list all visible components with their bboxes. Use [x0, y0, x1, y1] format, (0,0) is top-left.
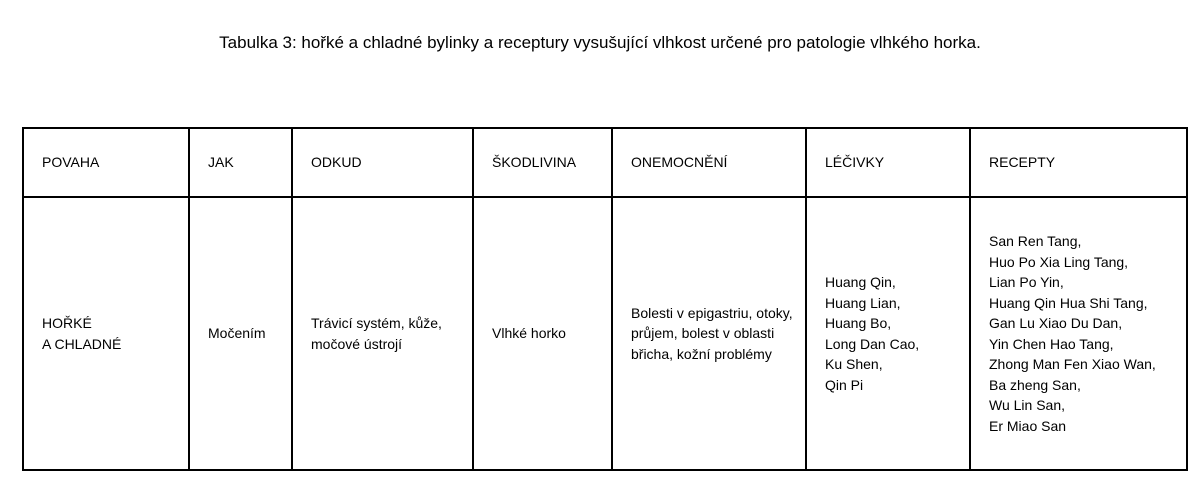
cell-line: průjem, bolest v oblasti [631, 325, 775, 342]
cell-onemocneni [612, 197, 806, 470]
table-row [23, 197, 1187, 470]
cell-line: HOŘKÉ [42, 315, 92, 331]
cell-line: Huang Bo, [825, 315, 892, 331]
herbs-table [22, 127, 1188, 471]
header-jak: JAK [189, 128, 292, 197]
cell-line: San Ren Tang, [989, 233, 1082, 249]
header-recepty: RECEPTY [970, 128, 1187, 197]
cell-line: břicha, kožní problémy [631, 345, 772, 362]
header-povaha: POVAHA [23, 128, 189, 197]
cell-line: Ba zheng San, [989, 376, 1081, 393]
cell-line: močové ústrojí [311, 335, 403, 352]
cell-line: Wu Lin San, [989, 397, 1066, 413]
cell-line: Ku Shen, [825, 356, 883, 372]
table-caption: Tabulka 3: hořké a chladné bylinky a receptury vysušující vlhkost určené pro patologie vlhkého horka. [219, 33, 981, 52]
cell-line: Lian Po Yin, [989, 274, 1064, 290]
cell-povaha [23, 197, 189, 470]
cell-line: Gan Lu Xiao Du Dan, [989, 315, 1123, 331]
cell-line: Yin Chen Hao Tang, [989, 335, 1114, 352]
cell-line: Qin Pi [825, 376, 864, 393]
header-row [23, 128, 1187, 197]
cell-line: Bolesti v epigastriu, otoky, [631, 304, 793, 321]
cell-line: Er Miao San [989, 417, 1067, 434]
header-skodlivina: ŠKODLIVINA [473, 128, 612, 197]
cell-line: Long Dan Cao, [825, 335, 920, 352]
header-lecivky: LÉČIVKY [806, 128, 970, 197]
cell-line: Trávicí systém, kůže, [311, 315, 442, 331]
cell-line: Huang Qin Hua Shi Tang, [989, 294, 1148, 311]
header-onemocneni: ONEMOCNĚNÍ [612, 128, 806, 197]
cell-lecivky [806, 197, 970, 470]
cell-line: Zhong Man Fen Xiao Wan, [989, 356, 1156, 372]
cell-line: Huo Po Xia Ling Tang, [989, 253, 1129, 270]
cell-skodlivina [473, 197, 612, 470]
cell-line: A CHLADNÉ [42, 335, 122, 352]
header-odkud: ODKUD [292, 128, 473, 197]
cell-jak [189, 197, 292, 470]
cell-line: Močením [208, 325, 266, 342]
cell-line: Vlhké horko [492, 325, 566, 342]
cell-line: Huang Qin, [825, 274, 896, 290]
cell-recepty [970, 197, 1187, 470]
cell-odkud [292, 197, 473, 470]
cell-line: Huang Lian, [825, 294, 901, 311]
